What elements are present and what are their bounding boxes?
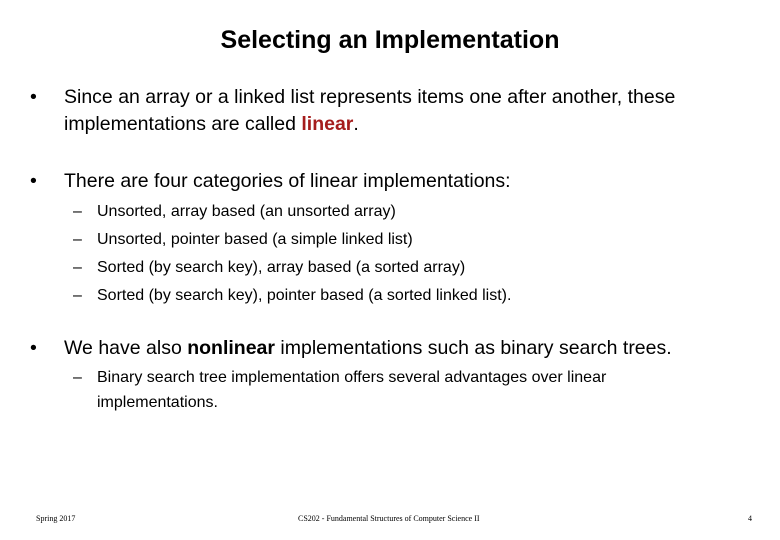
sub-item-text: Sorted (by search key), pointer based (a sorted linked list). xyxy=(97,287,512,304)
linear-highlight: linear xyxy=(301,113,354,135)
bullet-marker: • xyxy=(30,170,37,192)
bullet-marker: • xyxy=(30,337,37,359)
bullet-3-text-before: We have also xyxy=(64,337,188,359)
bullet-1-text-before: Since an array or a linked list represents items one after another, these implementations are called xyxy=(64,86,676,135)
bullet-2-text: There are four categories of linear implementations: xyxy=(64,170,511,192)
sub-item-text: Unsorted, pointer based (a simple linked list) xyxy=(97,231,413,248)
dash-marker: – xyxy=(73,203,82,220)
bullet-3-text-after: implementations such as binary search trees. xyxy=(274,337,672,359)
sub-item-text: Unsorted, array based (an unsorted array) xyxy=(97,203,396,220)
nonlinear-bold: nonlinear xyxy=(187,337,275,359)
sub-item-text-line2: implementations. xyxy=(97,394,218,411)
dash-marker: – xyxy=(73,369,82,386)
bullet-marker: • xyxy=(30,86,37,108)
footer-course: CS202 - Fundamental Structures of Computer Science II xyxy=(298,514,480,523)
bullet-3-text xyxy=(64,335,764,362)
bullet-1-text-after: . xyxy=(353,113,359,135)
dash-marker: – xyxy=(73,287,82,304)
dash-marker: – xyxy=(73,231,82,248)
bullet-1-text xyxy=(64,84,764,138)
footer-page-number: 4 xyxy=(748,514,752,523)
sub-item-text-line1: Binary search tree implementation offers several advantages over linear xyxy=(97,369,607,386)
footer-date: Spring 2017 xyxy=(36,514,76,523)
dash-marker: – xyxy=(73,259,82,276)
slide-title: Selecting an Implementation xyxy=(220,26,560,54)
sub-item-text: Sorted (by search key), array based (a sorted array) xyxy=(97,259,466,276)
